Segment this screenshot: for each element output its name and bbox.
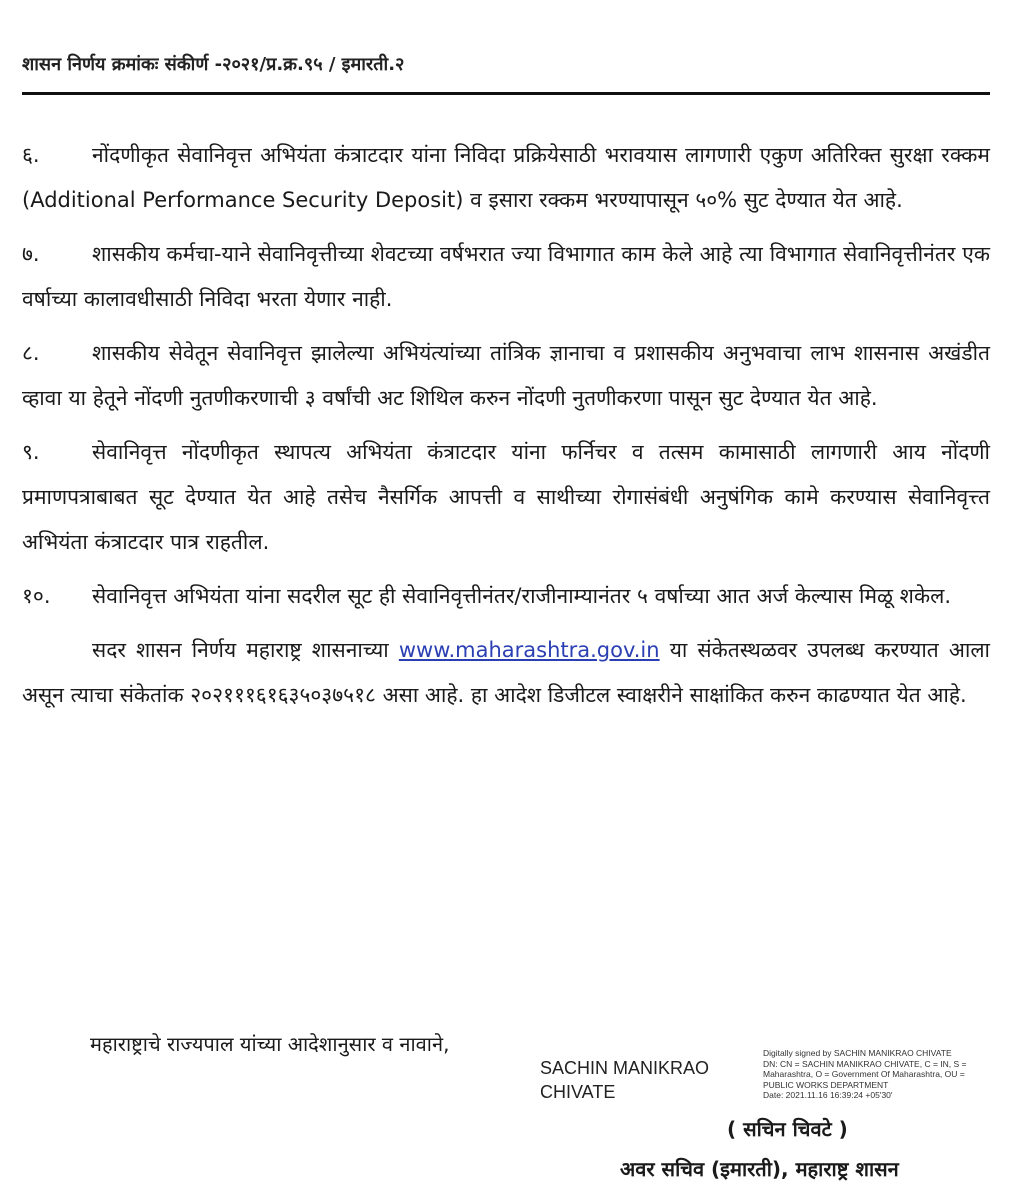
paragraph-number: ८. <box>22 341 40 365</box>
signatory-designation: अवर सचिव (इमारती), महाराष्ट्र शासन <box>620 1157 899 1181</box>
paragraph-8 <box>22 331 990 421</box>
signature-detail-line: PUBLIC WORKS DEPARTMENT <box>763 1079 889 1090</box>
closing-line: महाराष्ट्राचे राज्यपाल यांच्या आदेशानुसार व नावाने, <box>90 1032 450 1056</box>
paragraph-text: नोंदणीकृत सेवानिवृत्त अभियंता कंत्राटदार यांना निविदा प्रक्रियेसाठी भरावयास लागणारी एकुण अतिरिक्त सुरक्षा रक्कम (Additional Performance Security Deposit) व इसारा रक्कम भरण्यापासून ५०% सुट देण्यात येत आहे. <box>22 143 990 212</box>
signer-name-line2: CHIVATE <box>540 1082 616 1102</box>
signature-detail-line: Date: 2021.11.16 16:39:24 +05'30' <box>763 1090 893 1100</box>
paragraph-10 <box>22 574 990 619</box>
notice-text-start: सदर शासन निर्णय महाराष्ट्र शासनाच्या <box>92 638 389 662</box>
paragraph-text: शासकीय कर्मचा-याने सेवानिवृत्तीच्या शेवटच्या वर्षभरात ज्या विभागात काम केले आहे त्या विभागात सेवानिवृत्तीनंतर एक वर्षाच्या कालावधीसाठी निविदा भरता येणार नाही. <box>22 242 990 311</box>
paragraph-text: शासकीय सेवेतून सेवानिवृत्त झालेल्या अभियंत्यांच्या तांत्रिक ज्ञानाचा व प्रशासकीय अनुभवाचा लाभ शासनास अखंडीत व्हावा या हेतूने नोंदणी नुतणीकरणाची ३ वर्षांची अट शिथिल करुन नोंदणी नुतणीकरणा पासून सुट देण्यात येत आहे. <box>22 341 990 410</box>
notice-paragraph <box>22 628 990 718</box>
website-link[interactable]: www.maharashtra.gov.in <box>398 638 660 662</box>
paragraph-7 <box>22 232 990 322</box>
signature-detail-line: DN: CN = SACHIN MANIKRAO CHIVATE, C = IN, S = <box>763 1058 967 1069</box>
paragraph-9 <box>22 430 990 565</box>
paragraph-number: १०. <box>22 584 51 608</box>
signature-detail-line: Digitally signed by SACHIN MANIKRAO CHIVATE <box>763 1048 952 1058</box>
digital-signature-details <box>763 1048 1003 1101</box>
paragraph-number: ७. <box>22 242 40 266</box>
paragraph-number: ६. <box>22 143 40 167</box>
page-header: शासन निर्णय क्रमांकः संकीर्ण -२०२१/प्र.क्र.९५ / इमारती.२ <box>22 54 405 75</box>
paragraph-text: सेवानिवृत्त नोंदणीकृत स्थापत्य अभियंता कंत्राटदार यांना फर्निचर व तत्सम कामासाठी लागणारी आय नोंदणी प्रमाणपत्राबाबत सूट देण्यात येत आहे तसेच नैसर्गिक आपत्ती व साथीच्या रोगासंबंधी अनुषंगिक कामे करण्यास सेवानिवृत्त्त अभियंता कंत्राटदार पात्र राहतील. <box>22 440 990 554</box>
document-body <box>22 133 990 727</box>
notice-text-end: या संकेतस्थळवर उपलब्ध करण्यात आला असून त्याचा संकेतांक २०२१११६१६३५०३७५१८ असा आहे. हा आदेश डिजीटल स्वाक्षरीने साक्षांकित करुन काढण्यात येत आहे. <box>22 638 990 707</box>
paragraph-text: सेवानिवृत्त अभियंता यांना सदरील सूट ही सेवानिवृत्तीनंतर/राजीनाम्यानंतर ५ वर्षाच्या आत अर्ज केल्यास मिळू शकेल. <box>92 584 952 608</box>
signer-name-line1: SACHIN MANIKRAO <box>540 1058 710 1078</box>
signatory-name: ( सचिन चिवटे ) <box>727 1117 848 1141</box>
paragraph-6 <box>22 133 990 223</box>
paragraph-number: ९. <box>22 440 40 464</box>
signature-detail-line: Maharashtra, O = Government Of Maharashtra, OU = <box>763 1069 965 1079</box>
signer-name-block <box>540 1056 709 1104</box>
header-divider <box>22 92 990 95</box>
